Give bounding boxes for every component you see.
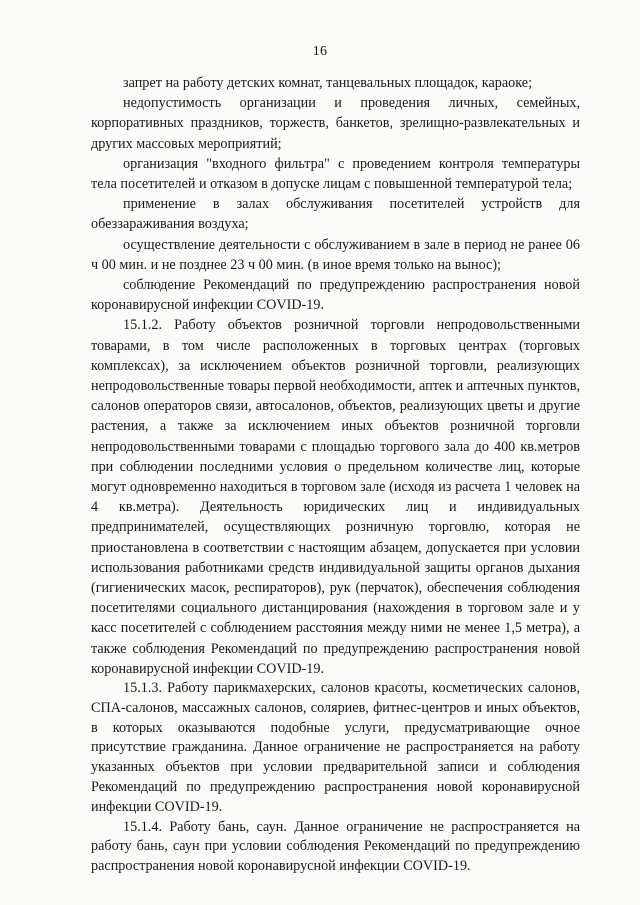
document-body: [91, 73, 580, 877]
paragraph-15-1-2-retail: 15.1.2. Работу объектов розничной торговли непродовольственными товарами, в том числе расположенных в торговых центрах (торговых комплексах), за исключением объектов розничной торговли, реализующих непродовольственные товары первой необходимости, аптек и аптечных пунктов, салонов операторов связи, автосалонов, объектов, реализующих цветы и другие растения, а также за исключением иных объектов розничной торговли непродовольственными товарами с площадью торгового зала до 400 кв.метров при соблюдении последними условия о предельном количестве лиц, которые могут одновременно находиться в торговом зале (исходя из расчета 1 человек на 4 кв.метра). Деятельность юридических лиц и индивидуальных предпринимателей, осуществляющих розничную торговлю, которая не приостановлена в соответствии с настоящим абзацем, допускается при условии использования работниками средств индивидуальной защиты органов дыхания (гигиенических масок, респираторов), рук (перчаток), обеспечения соблюдения посетителями социального дистанцирования (нахождения в торговом зале и у касс посетителей с соблюдением расстояния между ними не менее 1,5 метра), а также соблюдения Рекомендаций по предупреждению распространения новой коронавирусной инфекции COVID-19.: [91, 317, 580, 677]
paragraph-ban-mass-events: недопустимость организации и проведения личных, семейных, корпоративных праздников, торжеств, банкетов, зрелищно-развлекательных и других массовых мероприятий;: [91, 95, 580, 152]
paragraph-recommendations: соблюдение Рекомендаций по предупреждению распространения новой коронавирусной инфекции COVID-19.: [91, 277, 580, 314]
paragraph-15-1-3-salons: 15.1.3. Работу парикмахерских, салонов красоты, косметических салонов, СПА-салонов, массажных салонов, соляриев, фитнес-центров и иных объектов, в которых оказываются подобные услуги, предусматривающие очное присутствие гражданина. Данное ограничение не распространяется на работу указанных объектов при условии предварительной записи и соблюдения Рекомендаций по предупреждению распространения новой коронавирусной инфекции COVID-19.: [91, 680, 580, 815]
paragraph-air-disinfection: применение в залах обслуживания посетителей устройств для обеззараживания воздуха;: [91, 196, 580, 233]
paragraph-ban-childrens-rooms: запрет на работу детских комнат, танцевальных площадок, караоке;: [123, 75, 533, 91]
paragraph-service-hours: осуществление деятельности с обслуживанием в зале в период не ранее 06 ч 00 мин. и не позднее 23 ч 00 мин. (в иное время только на вынос);: [91, 236, 580, 273]
page-number: 16: [312, 44, 328, 59]
paragraph-15-1-4-saunas: 15.1.4. Работу бань, саун. Данное ограничение не распространяется на работу бань, саун при условии соблюдения Рекомендаций по предупреждению распространения новой коронавирусной инфекции COVID-19.: [91, 818, 580, 875]
paragraph-entry-filter: организация "входного фильтра" с проведением контроля температуры тела посетителей и отказом в допуске лицам с повышенной температурой тела;: [91, 155, 580, 193]
